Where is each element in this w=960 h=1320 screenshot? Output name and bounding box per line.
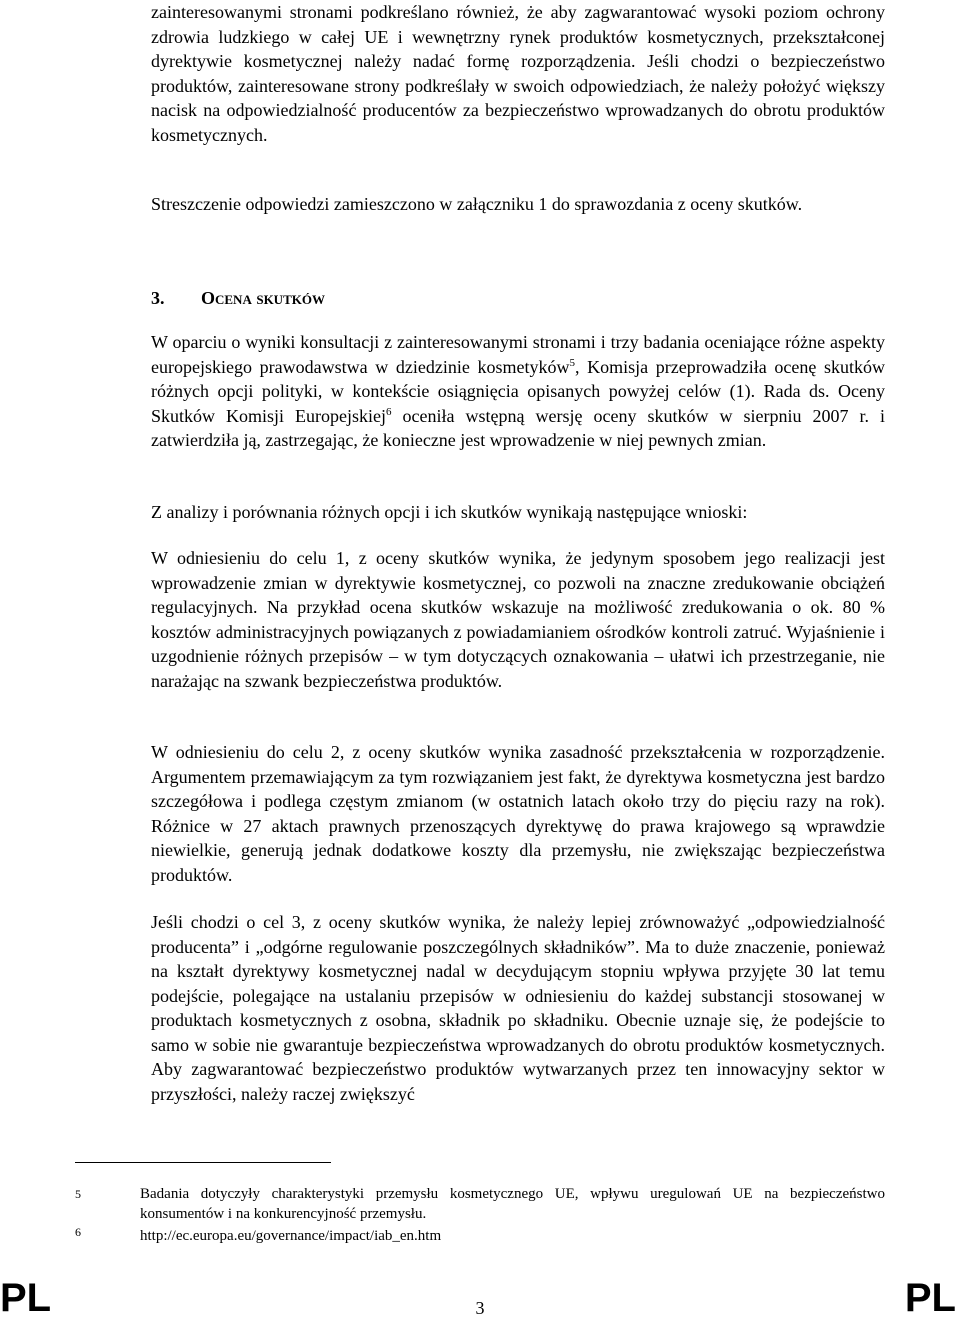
paragraph-text: zainteresowanymi stronami podkreślano również, że aby zagwarantować wysoki poziom ochrony zdrowia ludzkiego w całej UE i wewnętrzny rynek produktów kosmetycznych, przekształconej dyrektywie kosmetycznej należy nadać formę rozporządzenia. Jeśli chodzi o bezpieczeństwo produktów, zainteresowane strony podkreślały w swoich odpowiedziach, że należy położyć większy nacisk na odpowiedzialność producentów za bezpieczeństwo wprowadzanych do obrotu produktów kosmetycznych. bbox=[151, 2, 885, 145]
footnote-separator bbox=[75, 1162, 331, 1163]
section-number: 3. bbox=[151, 288, 165, 308]
paragraph-text: Jeśli chodzi o cel 3, z oceny skutków wynika, że należy lepiej zrównoważyć „odpowiedzialność producenta” i „odgórne regulowanie poszczególnych składników”. Ma to duże znaczenie, ponieważ na kształt dyrektywy kosmetycznej nadal w decydującym stopniu wpływa przyjęte 30 lat temu podejście, polegające na ustalaniu przepisów w odniesieniu do każdej substancji stosowanej w produktach kosmetycznych z osobna, składnik po składniku. Obecnie uznaje się, że podejście to samo w sobie nie gwarantuje bezpieczeństwa wprowadzanych do obrotu produktów kosmetycznych. Aby zagwarantować bezpieczeństwo produktów wytwarzanych przez ten innowacyjny sektor w przyszłości, należy raczej zwiększyć bbox=[151, 912, 885, 1104]
text-run: , Komisja przeprowadziła ocenę skutków różnych opcji polityki, w kontekście osiągnięcia opisanych powyżej celów (1). Rada ds. Oceny Skutków Komisji Europejskiej bbox=[151, 356, 886, 426]
footnote-link[interactable]: http://ec.europa.eu/governance/impact/iab_en.htm bbox=[140, 1228, 442, 1244]
paragraph-objective-2 bbox=[151, 740, 885, 887]
paragraph-text: W odniesieniu do celu 2, z oceny skutków wynika zasadność przekształcenia w rozporządzenie. Argumentem przemawiającym za tym rozwiązaniem jest fakt, że dyrektywa kosmetyczna jest bardzo szczegółowa i podlega częstym zmianom (w ostatnich latach około trzy do pięciu razy na rok). Różnice w 27 aktach prawnych przenoszących dyrektywę do prawa krajowego są wprawdzie niewielkie, generują jednak dodatkowe koszty dla przemysłu, nie zwiększając bezpieczeństwa produktów. bbox=[151, 742, 885, 885]
footnote-mark: 5 bbox=[75, 1187, 81, 1201]
text-run: oceniła wstępną wersję oceny skutków w sierpniu 2007 r. i zatwierdziła ją, zastrzegając, że konieczne jest wprowadzenie w niej pewnych zmian. bbox=[151, 405, 885, 450]
paragraph-objective-3 bbox=[151, 910, 885, 1106]
paragraph-text: W odniesieniu do celu 1, z oceny skutków wynika, że jedynym sposobem jego realizacji jest wprowadzenie zmian w dyrektywie kosmetycznej, co pozwoli na znaczne zredukowanie obciążeń regulacyjnych. Na przykład ocena skutków wskazuje na możliwość zredukowania o ok. 80 % kosztów administracyjnych powiązanych z powiadamianiem ośrodków kontroli zatruć. Wyjaśnienie i uzgodnienie różnych przepisów – w tym dotyczących oznakowania – ułatwi ich przestrzeganie, nie narażając na szwank bezpieczeństwa produktów. bbox=[151, 548, 885, 691]
paragraph-text: Streszczenie odpowiedzi zamieszczono w załączniku 1 do sprawozdania z oceny skutków. bbox=[151, 194, 803, 214]
footnote-mark: 6 bbox=[75, 1225, 81, 1239]
text-run: W oparciu o wyniki konsultacji z zainteresowanymi stronami i trzy badania oceniające różne aspekty europejskiego prawodawstwa w dziedzinie kosmetyków bbox=[151, 332, 885, 377]
footnote-reference-5: 5 bbox=[569, 356, 575, 369]
paragraph-consultation bbox=[151, 0, 885, 147]
footnote-text: Badania dotyczyły charakterystyki przemysłu kosmetycznego UE, wpływu uregulowań UE na bezpieczeństwo konsumentów i na konkurencyjność przemysłu. bbox=[140, 1186, 885, 1222]
language-code-left: PL bbox=[0, 1276, 52, 1320]
paragraph-text: Z analizy i porównania różnych opcji i ich skutków wynikają następujące wnioski: bbox=[151, 502, 748, 522]
paragraph-objective-1 bbox=[151, 546, 885, 693]
page-number: 3 bbox=[475, 1298, 485, 1318]
section-title: Ocena skutków bbox=[201, 288, 325, 308]
paragraph-text bbox=[151, 330, 885, 453]
paragraph-impact-assessment bbox=[151, 330, 885, 453]
paragraph-conclusions-intro bbox=[151, 500, 885, 525]
section-heading bbox=[151, 286, 885, 310]
language-code-right: PL bbox=[904, 1276, 956, 1320]
paragraph-summary bbox=[151, 192, 885, 217]
footnote-reference-6: 6 bbox=[386, 405, 392, 418]
